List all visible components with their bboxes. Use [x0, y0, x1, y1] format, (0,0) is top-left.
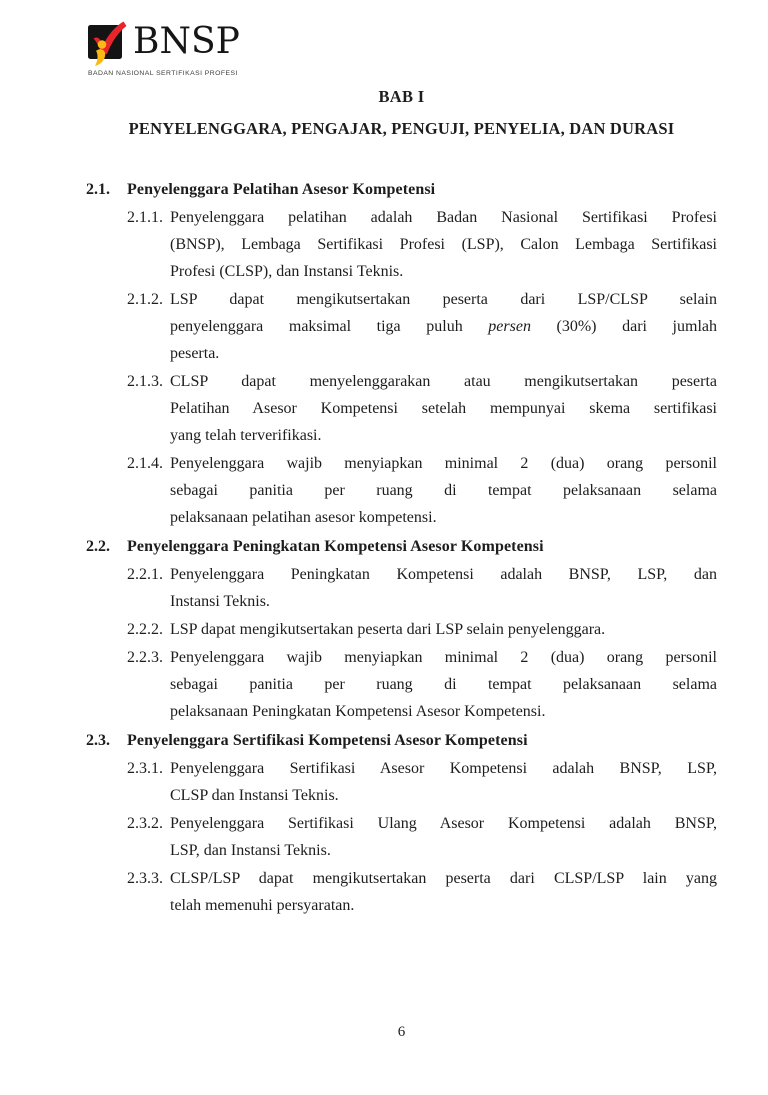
- text-line: [170, 258, 717, 285]
- text-run: (BNSP), Lembaga Sertifikasi Profesi (LSP), Calon Lembaga Sertifikasi: [170, 236, 717, 253]
- list-item: [86, 755, 717, 809]
- text-line: [170, 837, 717, 864]
- text-line: [170, 340, 717, 367]
- text-run: peserta.: [170, 345, 220, 362]
- text-line: [170, 616, 717, 643]
- section-heading-row: [86, 533, 717, 560]
- text-run: Penyelenggara Sertifikasi Ulang Asesor Kompetensi adalah BNSP,: [170, 815, 717, 832]
- text-run: Penyelenggara Sertifikasi Asesor Kompetensi adalah BNSP, LSP,: [170, 760, 717, 777]
- text-line: [170, 286, 717, 313]
- item-number: 2.3.3.: [127, 870, 163, 887]
- text-run: LSP dapat mengikutsertakan peserta dari LSP selain penyelenggara.: [170, 621, 606, 638]
- section-title: Penyelenggara Pelatihan Asesor Kompetensi: [127, 181, 436, 198]
- text-run: pelaksanaan pelatihan asesor kompetensi.: [170, 509, 437, 526]
- section-heading-row: [86, 727, 717, 754]
- text-run: LSP dapat mengikutsertakan peserta dari LSP/CLSP selain: [170, 291, 717, 308]
- list-item: [86, 368, 717, 449]
- text-line: [170, 671, 717, 698]
- page-number: 6: [397, 1024, 406, 1040]
- text-line: [170, 368, 717, 395]
- bnsp-logo: [88, 20, 240, 77]
- item-text: [170, 755, 717, 809]
- list-item: [86, 810, 717, 864]
- text-line: [170, 561, 717, 588]
- text-line: [170, 477, 717, 504]
- item-number: 2.3.2.: [127, 815, 163, 832]
- text-line: [170, 698, 717, 725]
- text-run: penyelenggara maksimal tiga puluh: [170, 318, 489, 335]
- text-line: [170, 313, 717, 340]
- italic-text-run: persen: [488, 318, 531, 335]
- section-title: Penyelenggara Peningkatan Kompetensi Asesor Kompetensi: [127, 538, 544, 555]
- text-line: [170, 504, 717, 531]
- item-text: [170, 368, 717, 449]
- chapter-title-heading: PENYELENGGARA, PENGAJAR, PENGUJI, PENYELIA, DAN DURASI: [128, 119, 675, 138]
- text-run: Instansi Teknis.: [170, 593, 270, 610]
- text-line: [170, 231, 717, 258]
- item-text: [170, 616, 717, 643]
- list-item: [86, 561, 717, 615]
- section-heading-row: [86, 176, 717, 203]
- text-run: (30%) dari jumlah: [530, 318, 717, 335]
- text-run: CLSP dan Instansi Teknis.: [170, 787, 339, 804]
- text-line: [170, 450, 717, 477]
- bnsp-logo-tagline: BADAN NASIONAL SERTIFIKASI PROFESI: [88, 70, 238, 77]
- text-run: LSP, dan Instansi Teknis.: [170, 842, 331, 859]
- text-line: [170, 782, 717, 809]
- bnsp-logo-wordmark: BNSP: [133, 21, 240, 62]
- bnsp-logo-icon: [88, 20, 130, 68]
- item-number: 2.1.2.: [127, 291, 163, 308]
- item-number: 2.2.1.: [127, 566, 163, 583]
- item-number: 2.2.3.: [127, 649, 163, 666]
- text-run: CLSP/LSP dapat mengikutsertakan peserta dari CLSP/LSP lain yang: [170, 870, 717, 887]
- item-text: [170, 865, 717, 919]
- text-run: Penyelenggara wajib menyiapkan minimal 2 (dua) orang personil: [170, 455, 717, 472]
- list-item: [86, 204, 717, 285]
- section-number: 2.3.: [86, 732, 110, 749]
- item-text: [170, 561, 717, 615]
- chapter-number-heading: BAB I: [378, 87, 425, 106]
- list-item: [86, 286, 717, 367]
- section-title: Penyelenggara Sertifikasi Kompetensi Asesor Kompetensi: [127, 732, 528, 749]
- chapter-title-block: [86, 86, 717, 140]
- text-run: yang telah terverifikasi.: [170, 427, 322, 444]
- text-line: [170, 810, 717, 837]
- item-number: 2.2.2.: [127, 621, 163, 638]
- text-run: telah memenuhi persyaratan.: [170, 897, 355, 914]
- section: [86, 533, 717, 725]
- text-run: sebagai panitia per ruang di tempat pelaksanaan selama: [170, 482, 717, 499]
- item-text: [170, 810, 717, 864]
- item-text: [170, 450, 717, 531]
- section: [86, 176, 717, 531]
- text-run: Penyelenggara Peningkatan Kompetensi adalah BNSP, LSP, dan: [170, 566, 717, 583]
- list-item: [86, 644, 717, 725]
- text-line: [170, 588, 717, 615]
- text-run: Penyelenggara wajib menyiapkan minimal 2 (dua) orang personil: [170, 649, 717, 666]
- text-run: sebagai panitia per ruang di tempat pelaksanaan selama: [170, 676, 717, 693]
- item-text: [170, 644, 717, 725]
- text-run: CLSP dapat menyelenggarakan atau mengikutsertakan peserta: [170, 373, 717, 390]
- item-number: 2.1.3.: [127, 373, 163, 390]
- section-number: 2.2.: [86, 538, 110, 555]
- item-text: [170, 286, 717, 367]
- document-body: [86, 176, 717, 920]
- text-line: [170, 755, 717, 782]
- list-item: [86, 865, 717, 919]
- item-number: 2.3.1.: [127, 760, 163, 777]
- text-run: Profesi (CLSP), dan Instansi Teknis.: [170, 263, 404, 280]
- text-line: [170, 892, 717, 919]
- section-number: 2.1.: [86, 181, 110, 198]
- item-number: 2.1.4.: [127, 455, 163, 472]
- text-line: [170, 422, 717, 449]
- list-item: [86, 450, 717, 531]
- text-line: [170, 204, 717, 231]
- item-text: [170, 204, 717, 285]
- text-run: Penyelenggara pelatihan adalah Badan Nasional Sertifikasi Profesi: [170, 209, 717, 226]
- text-line: [170, 865, 717, 892]
- text-line: [170, 395, 717, 422]
- section: [86, 727, 717, 919]
- text-run: pelaksanaan Peningkatan Kompetensi Asesor Kompetensi.: [170, 703, 546, 720]
- text-run: Pelatihan Asesor Kompetensi setelah mempunyai skema sertifikasi: [170, 400, 717, 417]
- list-item: [86, 616, 717, 643]
- item-number: 2.1.1.: [127, 209, 163, 226]
- text-line: [170, 644, 717, 671]
